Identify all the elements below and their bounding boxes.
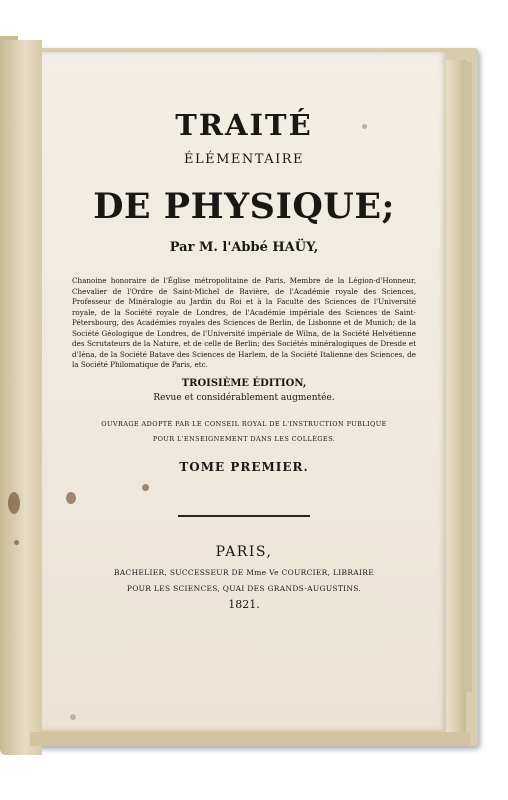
foxing-spot <box>14 540 19 545</box>
imprint-year: 1821. <box>228 598 260 611</box>
divider-rule <box>178 515 310 517</box>
volume-line: TOME PREMIER. <box>179 460 309 474</box>
imprint-publisher: BACHELIER, SUCCESSEUR DE Mme Ve COURCIER, LIBRAIRE <box>114 568 374 577</box>
foxing-spot <box>142 484 149 491</box>
adoption-line: OUVRAGE ADOPTÉ PAR LE CONSEIL ROYAL DE L'INSTRUCTION PUBLIQUE <box>101 420 387 428</box>
revision-line: Revue et considérablement augmentée. <box>153 393 335 403</box>
foxing-spot <box>66 492 76 504</box>
adoption-line-2: POUR L'ENSEIGNEMENT DANS LES COLLÈGES. <box>152 435 336 443</box>
foxing-spot <box>8 492 20 514</box>
imprint-address: POUR LES SCIENCES, QUAI DES GRANDS-AUGUSTINS. <box>126 584 362 593</box>
left-page-edge <box>0 40 42 755</box>
title-traite: TRAITÉ <box>175 108 313 142</box>
author-credentials: Chanoine honoraire de l'Église métropolitaine de Paris, Membre de la Légion-d'Honneur, Chevalier de l'Ordre de Saint-Michel de Bavière, de l'Académie royale des Sciences, Professeur de Minéralogie au Jardin du Roi et à la Faculté des Sciences de l'Université royale, de la Société royale de Londres, de l'Académie impériale des Sciences de Saint-Pétersbourg, des Académies royales des Sciences de Berlin, de Lisbonne et de Munich; de la Société Géologique de Londres, de l'Université impériale de Wilna, de la Société Helvétienne des Scrutateurs de la Nature, et de celle de Berlin; des Sociétés minéralogiques de Dresde et d'Iéna, de la Société Batave des Sciences de Harlem, de la Société Italienne des Sciences, de la Société Philomatique de Paris, etc. <box>72 276 416 369</box>
edition-line: TROISIÈME ÉDITION, <box>181 378 307 389</box>
bottom-cover-edge <box>30 732 470 746</box>
imprint-place: PARIS, <box>215 544 273 560</box>
title-physique: DE PHYSIQUE; <box>93 186 395 227</box>
title-elementaire: ÉLÉMENTAIRE <box>183 152 305 167</box>
title-page <box>42 52 446 730</box>
cover-fold <box>462 62 472 692</box>
foxing-spot <box>70 714 76 720</box>
author-line: Par M. l'Abbé HAÜY, <box>169 240 319 255</box>
